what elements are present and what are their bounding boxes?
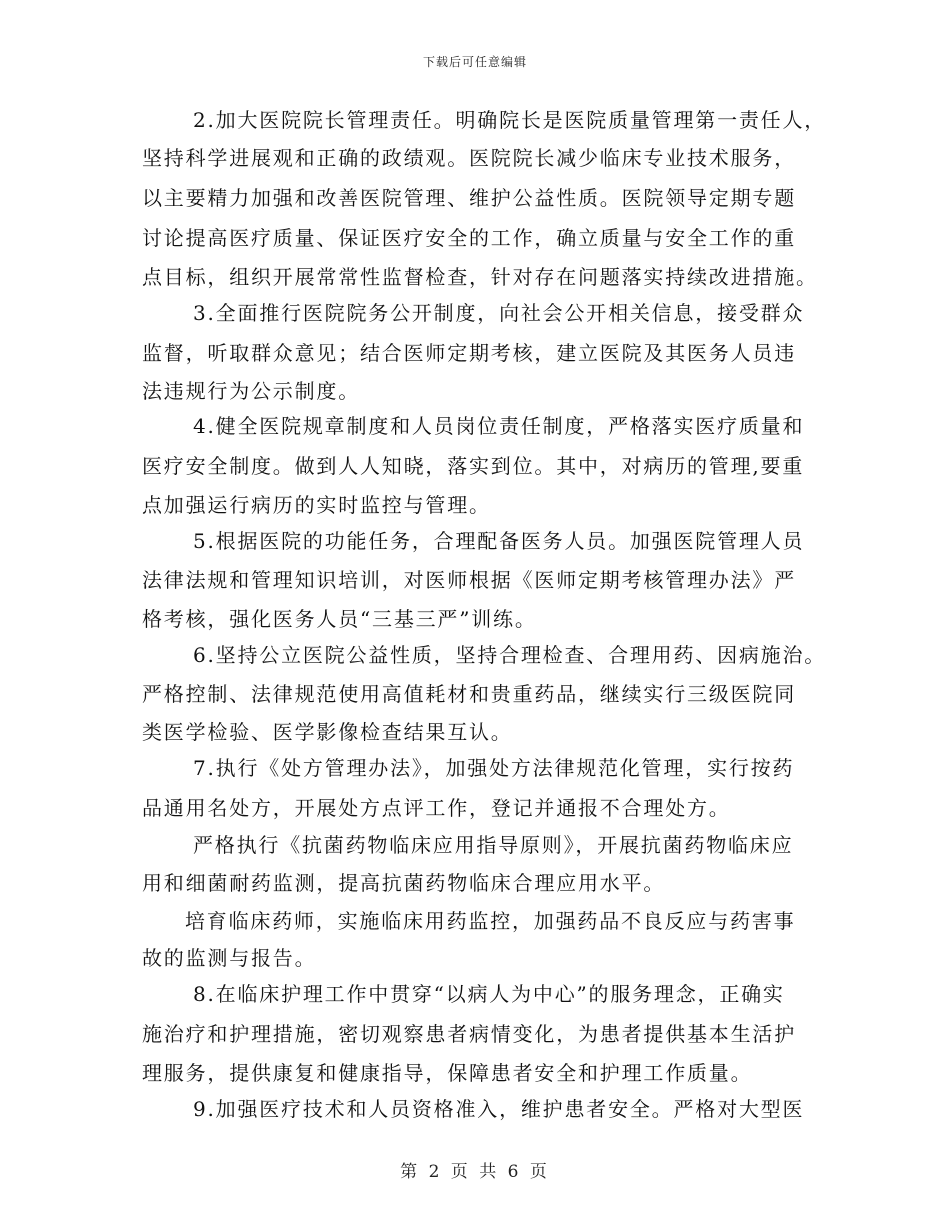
page-header: 下载后可任意编辑	[422, 55, 527, 69]
text-line: 4.健全医院规章制度和人员岗位责任制度，严格落实医疗质量和	[193, 414, 805, 438]
text-line: 点目标，组织开展常常性监督检查，针对存在问题落实持续改进措施。	[142, 265, 818, 289]
text-line: 理服务，提供康复和健康指导，保障患者安全和护理工作质量。	[142, 1061, 753, 1085]
text-line: 9.加强医疗技术和人员资格准入，维护患者安全。严格对大型医	[193, 1097, 805, 1121]
text-line: 6.坚持公立医院公益性质，坚持合理检查、合理用药、因病施治。	[193, 643, 827, 667]
text-line: 医疗安全制度。做到人人知晓，落实到位。其中，对病历的管理,要重	[142, 454, 805, 478]
text-line: 监督，听取群众意见；结合医师定期考核，建立医院及其医务人员违	[142, 341, 796, 365]
document-body	[0, 108, 950, 1148]
text-line: 严格控制、法律规范使用高值耗材和贵重药品，继续实行三级医院同	[142, 682, 796, 706]
text-line: 5.根据医院的功能任务，合理配备医务人员。加强医院管理人员	[193, 529, 805, 553]
text-line: 品通用名处方，开展处方点评工作，登记并通报不合理处方。	[142, 796, 731, 820]
text-line: 法违规行为公示制度。	[142, 379, 360, 403]
text-line: 坚持科学进展观和正确的政绩观。医院院长减少临床专业技术服务，	[142, 146, 796, 170]
text-line: 培育临床药师，实施临床用药监控，加强药品不良反应与药害事	[185, 909, 796, 933]
text-line: 法律法规和管理知识培训，对医师根据《医师定期考核管理办法》严	[142, 568, 796, 592]
text-line: 类医学检验、医学影像检查结果互认。	[142, 720, 513, 744]
text-line: 2.加大医院院长管理责任。明确院长是医院质量管理第一责任人，	[193, 108, 827, 132]
text-line: 7.执行《处方管理办法》，加强处方法律规范化管理，实行按药	[193, 756, 795, 780]
text-line: 格考核，强化医务人员“三基三严”训练。	[142, 607, 537, 631]
text-line: 点加强运行病历的实时监控与管理。	[142, 493, 491, 517]
page-number: 第 2 页 共 6 页	[400, 1162, 550, 1182]
text-line: 讨论提高医疗质量、保证医疗安全的工作，确立质量与安全工作的重	[142, 226, 796, 250]
text-line: 以主要精力加强和改善医院管理、维护公益性质。医院领导定期专题	[142, 186, 796, 210]
text-line: 8.在临床护理工作中贯穿“以病人为中心”的服务理念，正确实	[193, 982, 785, 1006]
text-line: 3.全面推行医院院务公开制度，向社会公开相关信息，接受群众	[193, 301, 805, 325]
text-line: 严格执行《抗菌药物临床应用指导原则》，开展抗菌药物临床应	[193, 833, 794, 857]
text-line: 用和细菌耐药监测，提高抗菌药物临床合理应用水平。	[142, 871, 666, 895]
text-line: 故的监测与报告。	[142, 946, 317, 970]
text-line: 施治疗和护理措施，密切观察患者病情变化，为患者提供基本生活护	[142, 1022, 796, 1046]
